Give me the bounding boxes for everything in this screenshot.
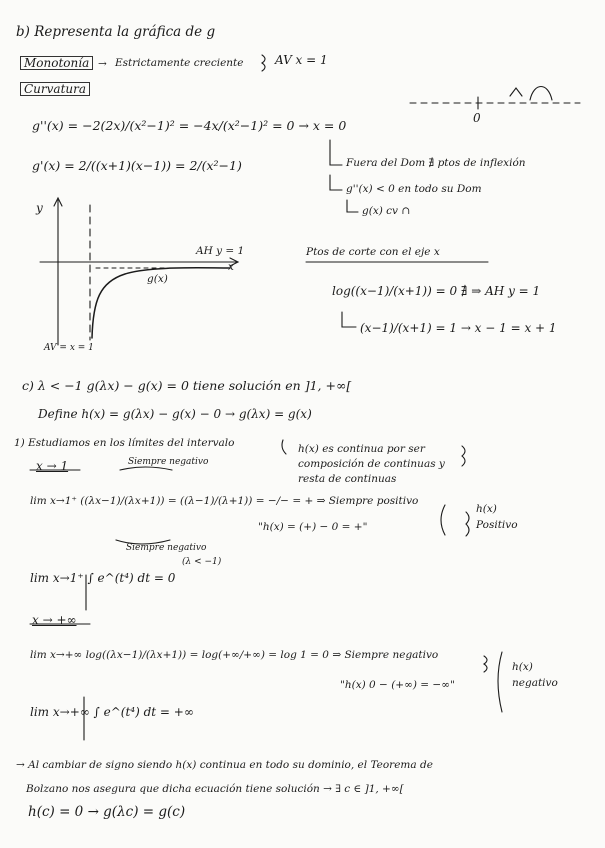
first-derivative: g'(x) = 2/((x+1)(x−1)) = 2/(x²−1): [32, 158, 242, 173]
brace-h-positivo: h(x) Positivo: [476, 503, 518, 531]
graph-curve-label: g(x): [147, 273, 168, 285]
h-value-2: "h(x) 0 − (+∞) = −∞": [340, 679, 455, 691]
limit-2: lim x→+∞ log((λx−1)/(λx+1)) = log(+∞/+∞) = log 1 = 0 ⇒ Siempre negativo: [30, 649, 439, 661]
increasing-arrow-icon: [510, 88, 522, 96]
integral-limit-2: lim x→+∞ ∫ e^(t⁴) dt = +∞: [30, 705, 194, 719]
log-equation: log((x−1)/(x+1)) = 0 ∄ ⇒ AH y = 1: [332, 284, 541, 298]
siempre-negativo-top: Siempre negativo: [128, 457, 209, 467]
define-line: Define h(x) = g(λx) − g(x) − 0 → g(λx) = g(x): [38, 407, 312, 421]
note-fuera-dom: Fuera del Dom ∄ ptos de inflexión: [346, 157, 526, 169]
part-c-heading: c) λ < −1 g(λx) − g(x) = 0 tiene solución en ]1, +∞[: [22, 378, 352, 393]
arrow-note-2: [330, 175, 342, 190]
graph-av-label: AV = x = 1: [44, 343, 94, 353]
arrow-note-3: [347, 200, 358, 212]
conclusion-line-2: Bolzano nos asegura que dicha ecuación tiene solución → ∃ c ∈ ]1, +∞[: [26, 783, 404, 795]
step1-line: 1) Estudiamos en los límites del intervalo: [14, 437, 235, 449]
monotonia-text: Estrictamente creciente: [115, 57, 244, 69]
siempre-negativo-bottom: Siempre negativo: [126, 543, 207, 553]
x-to-1-label: x → 1: [36, 459, 69, 473]
brace-h-negativo: h(x) negativo: [512, 661, 558, 689]
curvatura-label: Curvatura: [20, 82, 90, 96]
cortes-heading: Ptos de corte con el eje x: [306, 246, 440, 258]
concave-cap-icon: [530, 87, 552, 101]
lambda-condition: (λ < −1): [182, 557, 222, 567]
monotonia-label: Monotonía: [20, 56, 93, 70]
integral-limit-1: lim x→1⁺ ∫ e^(t⁴) dt = 0: [30, 571, 176, 585]
part-b-heading: b) Representa la gráfica de g: [16, 24, 216, 40]
number-line-zero: 0: [473, 111, 481, 125]
x-to-infinity-label: x → +∞: [32, 613, 77, 627]
continuity-note: h(x) es continua por ser composición de continuas y resta de continuas: [298, 443, 445, 486]
graph-ah-label: AH y = 1: [196, 245, 245, 257]
conclusion-line-1: → Al cambiar de signo siendo h(x) continua en todo su dominio, el Teorema de: [16, 759, 433, 771]
second-derivative: g''(x) = −2(2x)/(x²−1)² = −4x/(x²−1)² = 0 → x = 0: [32, 118, 347, 133]
conclusion-line-3: h(c) = 0 → g(λc) = g(c): [28, 804, 186, 820]
arrow-note-1: [330, 140, 342, 165]
graph-y-label: y: [36, 201, 43, 215]
h-value-1: "h(x) = (+) − 0 = +": [258, 521, 368, 533]
note-cv: g(x) cv ∩: [362, 205, 411, 217]
monotonia-arrow: →: [98, 58, 107, 70]
fraction-equation: (x−1)/(x+1) = 1 → x − 1 = x + 1: [360, 321, 557, 335]
av-text: AV x = 1: [275, 53, 328, 67]
note-g2-negative: g''(x) < 0 en todo su Dom: [346, 183, 482, 195]
limit-1: lim x→1⁺ ((λx−1)/(λx+1)) = ((λ−1)/(λ+1)) = −/− = + ⇒ Siempre positivo: [30, 495, 419, 507]
graph-x-label: x: [228, 261, 234, 273]
